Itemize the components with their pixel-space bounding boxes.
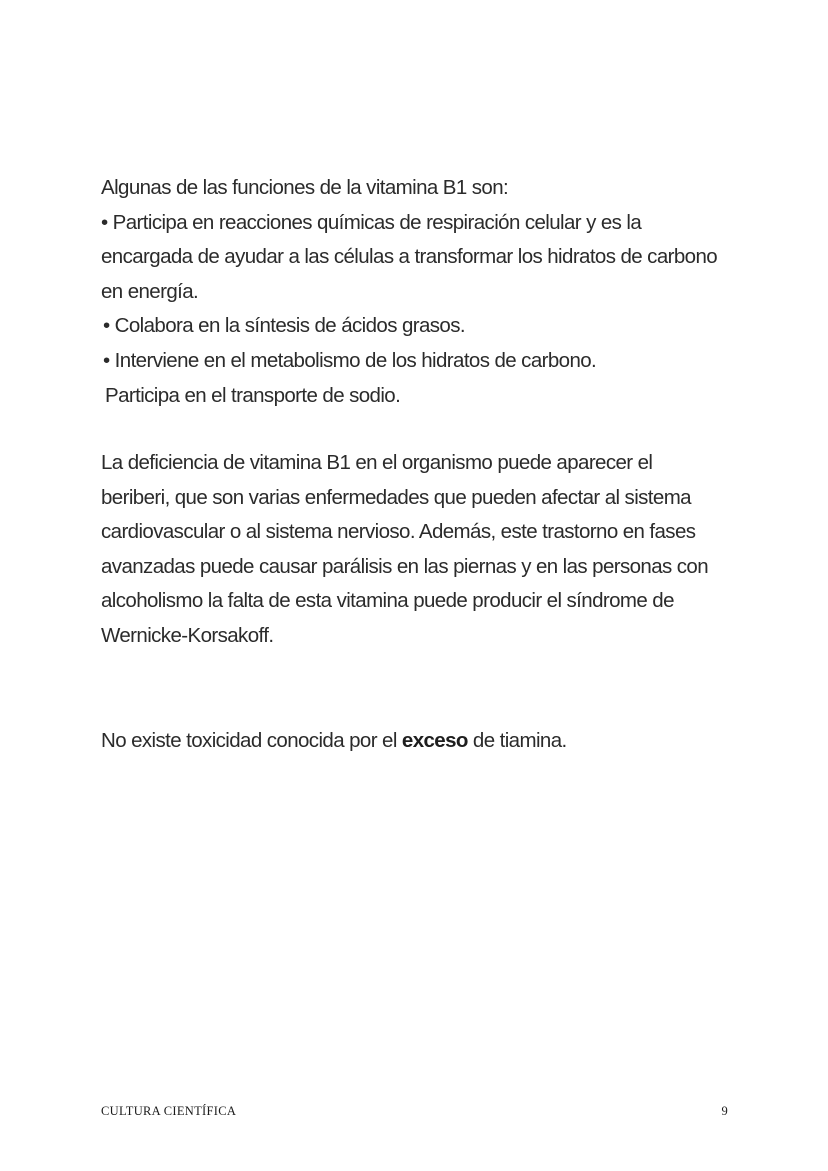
toxicity-line — [101, 724, 741, 759]
deficiency-line: La deficiencia de vitamina B1 en el organismo puede aparecer el — [101, 451, 653, 474]
deficiency-line: avanzadas puede causar parálisis en las piernas y en las personas con — [101, 554, 709, 578]
deficiency-line: Wernicke-Korsakoff. — [101, 623, 274, 647]
functions-line: • Participa en reacciones químicas de respiración celular y es la — [101, 210, 642, 234]
vitamin-b1-toxicity-paragraph — [101, 724, 741, 759]
functions-intro: Algunas de las funciones de la vitamina B1 son: — [101, 176, 509, 199]
deficiency-line: beriberi, que son varias enfermedades que pueden afectar al sistema — [101, 485, 691, 509]
functions-line: Participa en el transporte de sodio. — [105, 383, 401, 407]
footer-publication-title: CULTURA CIENTÍFICA — [101, 1104, 237, 1118]
functions-line: en energía. — [101, 279, 199, 303]
deficiency-line: alcoholismo la falta de esta vitamina puede producir el síndrome de — [101, 589, 674, 613]
functions-line: • Interviene en el metabolismo de los hidratos de carbono. — [103, 348, 597, 372]
toxicity-bold-word: exceso — [401, 729, 468, 752]
functions-line: • Colabora en la síntesis de ácidos grasos. — [103, 314, 465, 338]
vitamin-b1-deficiency-paragraph — [101, 446, 741, 654]
deficiency-line: cardiovascular o al sistema nervioso. Además, este trastorno en fases — [101, 520, 696, 544]
functions-line: encargada de ayudar a las células a transformar los hidratos de carbono — [101, 245, 718, 269]
toxicity-text-after: de tiamina. — [467, 729, 567, 752]
footer-page-number: 9 — [721, 1104, 728, 1118]
toxicity-text-before: No existe toxicidad conocida por el — [101, 729, 402, 752]
vitamin-b1-functions-paragraph — [101, 171, 741, 413]
